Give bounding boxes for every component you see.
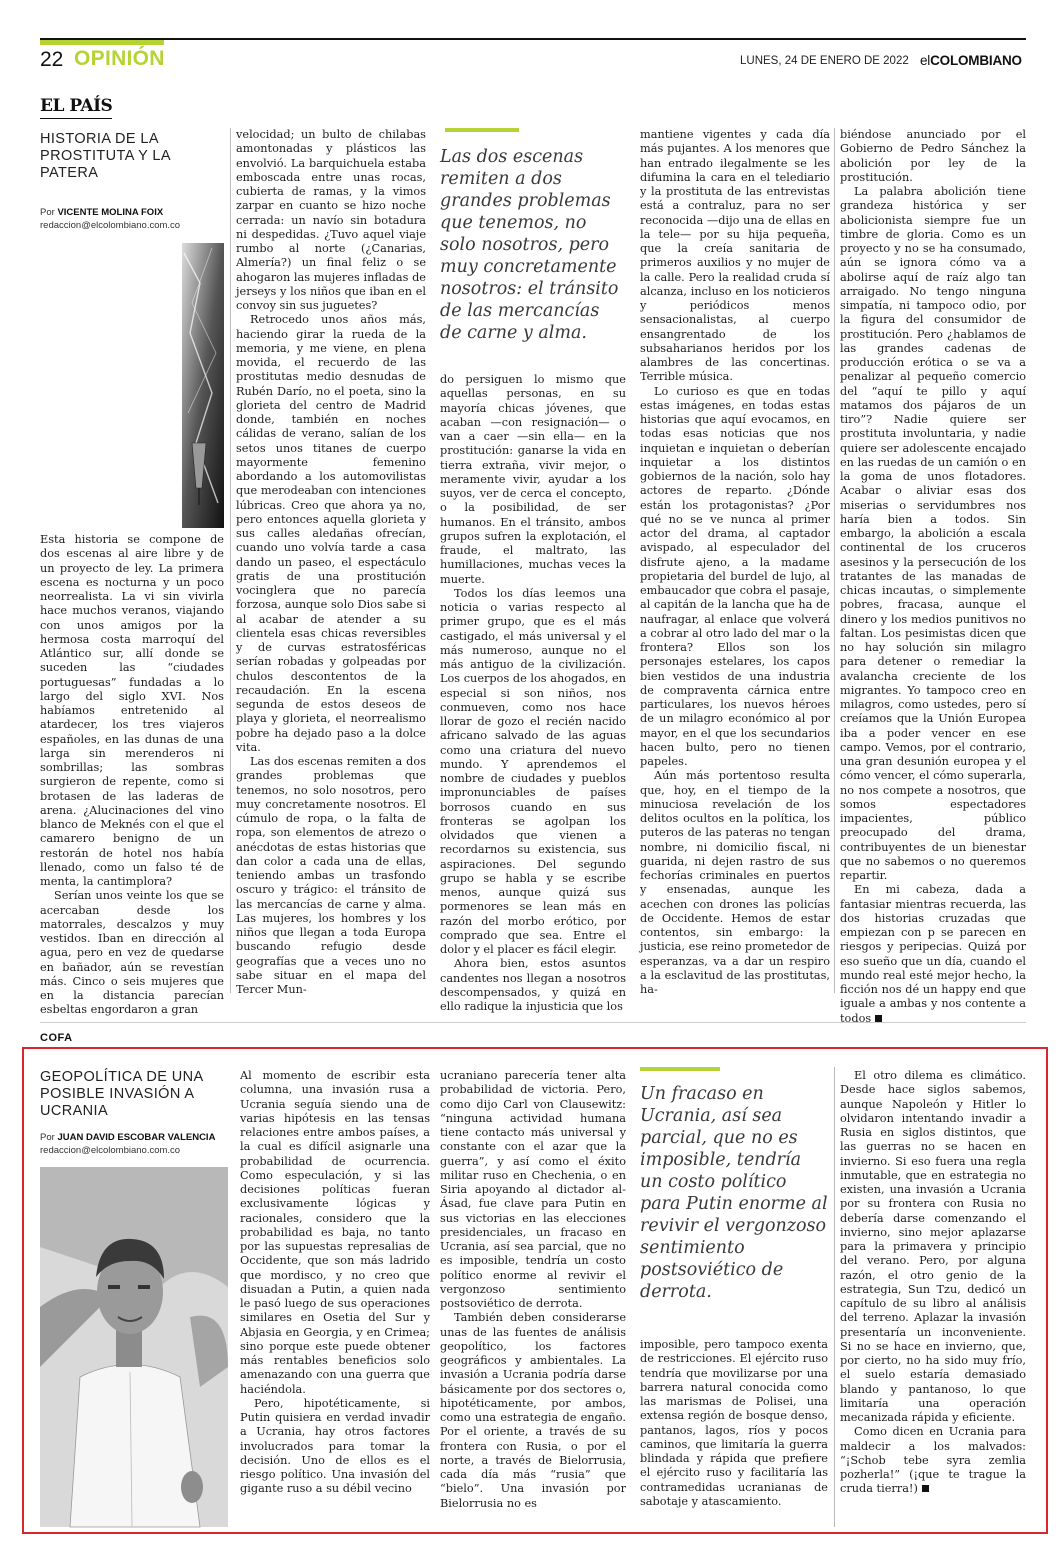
article1-email: redaccion@elcolombiano.com.co — [40, 220, 181, 231]
article1-column-1 — [40, 533, 224, 1017]
end-mark-icon — [875, 1015, 882, 1022]
paragraph — [840, 883, 1026, 1026]
page-number: 22 — [40, 48, 64, 71]
article1-pullquote: Las dos escenas remiten a dos grandes problemas que tenemos, no solo nosotros, pero muy concretamente nosotros: el tránsito de las mercancías de carne y alma. — [440, 147, 619, 343]
paragraph: Al momento de escribir esta columna, una invasión rusa a Ucrania seguía siendo una de varias hipótesis en las tensas relaciones entre ambos países, a la cual es difícil asignarle una probabilidad de ocurrencia. Como especulación, y si las decisiones políticas fueran exclusivamente lógicas y racionales, considero que la probabilidad es baja, no tanto por las supuestas represalias de Occidente, que son más ladrido que mordisco, y no creo que disuadan a Putin, a quien nada le pasó luego de sus operaciones similares en Osetia del Sur y Abjasia en Georgia, y en Crimea; sino porque este puede obtener más rentables beneficios solo amenazando con una guerra que haciéndola. — [240, 1069, 430, 1396]
article2-column-3 — [640, 1338, 828, 1528]
article2-column-2 — [440, 1069, 626, 1529]
paragraph: do persiguen lo mismo que aquellas personas, en su mayoría chicas jóvenes, que acaban —con resignación— o van a caer —sin ella— en la prostitución: ganarse la vida en tierra extraña, vivir mejor, o meramente vivir, ayudar a los suyos, ver de cerca el concepto, o la posibilidad, de ser humanos. En el tránsito, ambos grupos sufren la explotación, el fraude, el maltrato, las humillaciones, muchas veces la muerte. — [440, 373, 626, 586]
paragraph: Todos los días leemos una noticia o varias respecto al primer grupo, que es el más castigado, el más universal y el más numeroso, aunque no el más antiguo de la civilización. Los cuerpos de los ahogados, en especial si son niños, nos conmueven, como nos hace llorar de gozo el recién nacido africano salvado de las aguas como una criatura del nuevo mundo. Y aprendemos el nombre de ciudades y pueblos impronunciables de países borrosos cuando en sus fronteras se agolpan los olvidados que vienen a recordarnos su existencia, sus aspiraciones. Del segundo grupo se habla y se escribe menos, aunque quizá sus pormenores se lean más en razón del morbo erótico, por comprado que sea. Entre el dolor y el placer es fácil elegir. — [440, 586, 626, 956]
article1-author: VICENTE MOLINA FOIX — [57, 207, 164, 218]
pen-nib-icon — [182, 243, 224, 528]
end-mark-icon — [922, 1485, 929, 1492]
article2-author: JUAN DAVID ESCOBAR VALENCIA — [57, 1132, 216, 1143]
paragraph: Ahora bien, estos asuntos candentes nos llegan a nosotros descompensados, y quizá en ello radique la injusticia que los — [440, 957, 626, 1013]
portrait-icon — [40, 1167, 228, 1527]
byline-prefix: Por — [40, 207, 55, 218]
pullquote-accent-bar — [640, 1067, 720, 1071]
paragraph: mantiene vigentes y cada día más pujantes. A los menores que han entrado ilegalmente se les difumina la cara en el telediario y la prostituta de las entrevistas está a contraluz, para no ser reconocida —dijo una de ellas en la tele— por su hija pequeña, que la creía sanitaria de primeros auxilios y no mujer de la calle. Pero la realidad cruda sí alcanza, incluso en los noticieros y periódicos menos sensacionalistas, al cuerpo ensangrentado de los subsaharianos heridos por los alambres de las concertinas. Terrible música. — [640, 128, 830, 384]
section-name: OPINIÓN — [74, 47, 165, 70]
paragraph: imposible, pero tampoco exenta de restricciones. El ejército ruso tendría que movilizarse por una barrera natural conocida como las marismas de Polisei, una extensa región de bosque denso, pantanos, lagos, ríos y pocos caminos, que limitaría la guerra blindada y rápida que prefiere el ejército ruso y facilitaría las contramedidas ucranianas de sabotaje y atascamiento. — [640, 1338, 828, 1508]
source-el-pais: EL PAÍS — [40, 96, 112, 119]
article1-byline — [40, 206, 230, 232]
pullquote-accent-bar — [445, 128, 519, 132]
source-cofa: COFA — [40, 1032, 73, 1044]
section-accent-bar — [40, 40, 164, 45]
article2-column-1 — [240, 1069, 430, 1529]
paragraph: Esta historia se compone de dos escenas al aire libre y de un proyecto de ley. La primera escena es nocturna y un poco neorrealista. La vi sin vivirla hace muchos veranos, viajando con unos amigos por la hermosa costa marroquí del Atlántico sur, allí donde se suceden las “ciudades portuguesas” fundadas a lo largo del siglo XVI. Nos habíamos entretenido al atardecer, los tres viajeros españoles, en las dunas de una larga sin merenderos ni sombrillas; las sombras surgieron de repente, como si brotasen de las laderas de arena. ¿Alucinaciones del vino blanco de Meknés con el que el camarero benigno de un restorán de hotel nos había llenado, como un falso té de menta, la cantimplora? — [40, 533, 224, 888]
byline-prefix: Por — [40, 1132, 55, 1143]
column-rule — [230, 128, 231, 993]
column-rule — [834, 1067, 835, 1527]
article1-headline: HISTORIA DE LA PROSTITUTA Y LA PATERA — [40, 131, 171, 181]
paragraph: La palabra abolición tiene grandeza histórica y ser abolicionista siempre fue un timbre de gloria. Como es un proyecto y no se ha consumado, aún se ignora cómo va a abolirse aquí de raíz algo tan arraigado. No tengo ninguna simpatía, ni tampoco odio, por la figura del consumidor de prostitución. Pero ¿hablamos de las grandes cadenas de producción erótica o se va a penalizar al pequeño comercio del “aquí te pillo y aquí matamos dos pájaros de un tiro”? Nadie quiere ser prostituta involuntaria, y nadie quiere ser adolescente encajado en las ruedas de un camión o en la goma de unos flotadores. Acabar o aliviar esas dos miserias o servidumbres nos haría bien a todos. Sin embargo, la abolición a escala continental de los cruceros asesinos y la persecución de los tratantes de las manadas de chicas incautas, o simplemente pobres, fracasa, aunque el dinero y los medios punitivos no faltan. Los pesimistas dicen que no hay solución sin milagro para detener o remediar la avalancha creciente de los migrantes. Yo tampoco creo en milagros, como ustedes, pero sí creíamos que la Unión Europea iba a poder vencer en ese campo. Vemos, por el contrario, una gran desunión europea y el cómo vencer, el cómo superarla, no nos compete a nosotros, que somos espectadores impacientes, público preocupado del drama, contribuyentes de un bienestar que no sabemos o no queremos repartir. — [840, 185, 1026, 882]
author-portrait-photo — [40, 1167, 228, 1527]
paragraph: También deben considerarse unas de las fuentes de análisis geopolítico, los factores geográficos y ambientales. La invasión a Ucrania podría darse básicamente por dos sectores o, hipotéticamente, por ambos, como una estrategia de engaño. Por el oriente, a través de su frontera con Rusia, o por el norte, a través de Bielorrusia, cada día más “rusia” que “bielo”. Una invasión por Bielorrusia no es — [440, 1311, 626, 1510]
issue-date: LUNES, 24 DE ENERO DE 2022 — [740, 55, 909, 67]
paragraph: Aún más portentoso resulta que, hoy, en el tiempo de la minuciosa revelación de los delitos ocultos en la política, los puteros de las pateras no tengan nombre, ni domicilio fiscal, ni guarida, ni dejen rastro de sus fechorías criminales en puertos y ensenadas, aunque les acechen con drones las policías de Occidente. Hemos de estar contentos, sin embargo: la justicia, ese reino prometedor de esperanzas, va a dar un respiro a la esclavitud de las prostitutas, ha- — [640, 769, 830, 996]
article2-headline: GEOPOLÍTICA DE UNA POSIBLE INVASIÓN A UCRANIA — [40, 1069, 203, 1119]
paragraph: biéndose anunciado por el Gobierno de Pedro Sánchez la abolición por ley de la prostitución. — [840, 128, 1026, 184]
article2-column-4 — [840, 1069, 1026, 1529]
article1-column-2 — [236, 128, 426, 994]
closing-text: Como dicen en Ucrania para maldecir a los malvados: “¡Schob tebe syra zemlia pozherla!” (¡que te trague la cruda tierra!) — [840, 1425, 1026, 1496]
article1-column-4 — [640, 128, 830, 994]
paragraph: Lo curioso es que en todas estas imágenes, en todas estas historias que aquí evocamos, en todas esas noticias que nos inquietan e inquietan o deberían inquietar a los distintos gobiernos de la nación, solo hay actores de reparto. ¿Dónde están los protagonistas? ¿Por qué no se ve nunca al primer actor del drama, al captador avispado, al especulador del disfrute ajeno, a la madame propietaria del burdel de lujo, al embaucador que cobra el pasaje, al capitán de la lancha que ha de naufragar, al enlace que volverá a cobrar al otro lado del mar o la frontera? Ellos son los personajes estelares, los capos bien vestidos de una industria de compraventa cárnica entre particulares, los nuevos héroes de un milagro económico al por mayor, en el que los secundarios hacen bulto, pero no tienen papeles. — [640, 384, 830, 768]
masthead-rule — [40, 38, 1026, 40]
paragraph: velocidad; un bulto de chilabas amontonadas y plásticos las envolvió. La barquichuela estaba emboscada entre unas rocas, cubierta de ramas, y la vimos zarpar en cuanto se hizo noche cerrada: un navío sin botadura ni despedidas. ¿Tuvo aquel viaje rumbo al norte (¿Canarias, Almería?) un final feliz o se ahogaron las mujeres infladas de jerseys y los niños que iban en el convoy sin sus juguetes? — [236, 128, 426, 312]
logo-el: el — [920, 53, 931, 68]
paragraph: Serían unos veinte los que se acercaban desde los matorrales, descalzos y muy vestidos. Iban en dirección al agua, pero en vez de quedarse en bañador, aún se revestían más. Cinco o seis mujeres que en la distancia parecían esbeltas engordaron a gran — [40, 889, 224, 1017]
article1-column-5 — [840, 128, 1026, 1025]
paragraph: Pero, hipotéticamente, si Putin quisiera en verdad invadir a Ucrania, hay otros factores involucrados para tomar la decisión. Uno de ellos es el riesgo político. Una invasión del gigante ruso a su débil vecino — [240, 1396, 430, 1496]
article2-byline — [40, 1131, 240, 1157]
article2-email: redaccion@elcolombiano.com.co — [40, 1145, 181, 1156]
paragraph: Retrocedo unos años más, haciendo girar la rueda de la memoria, y me viene, en plena movida, el recuerdo de las prostitutas medio desnudas de Rubén Darío, no el poeta, sino la glorieta del centro de Madrid donde, también en noches cálidas de verano, salían de los setos unos titanes de cuerpo mayormente femenino abordando a los automovilistas que merodeaban con intenciones lúbricas. Creo que ahora ya no, pero entonces aquella glorieta y sus calles aledañas ofrecían, cuando uno volvía tarde a casa dando un paseo, el espectáculo gratis de una prostitución vocinglera que no parecía forzosa, aunque solo Dios sabe si al acabar de atender a su clientela esas chicas reversibles y de curvas estratosféricas serían robadas y golpeadas por chulos descontentos de la recaudación. En la escena segunda de estos deseos de playa y glorieta, el neorrealismo pobre ha dejado paso a la dolce vita. — [236, 313, 426, 754]
closing-text: En mi cabeza, dada a fantasiar mientras recuerda, las dos historias cruzadas que empiezan con p se parecen en riesgos y peripecias. Quizá por eso sueño que un día, cuando el mundo real esté mejor hecho, la ficción nos dé un happy end que iguale a ambas y nos contente a todos — [840, 883, 1026, 1025]
pen-nib-illustration — [182, 243, 224, 528]
logo-name: COLOMBIANO — [930, 53, 1022, 68]
paragraph: ucraniano parecería tener alta probabilidad de victoria. Pero, como dijo Carl von Clausewitz: “ninguna actividad humana tiene contacto más universal y constante con el azar que la guerra”, y así como el éxito militar ruso en Chechenia, o en Siria apoyando al dictador al-Ásad, fue clave para Putin en sus victorias en las elecciones presidenciales, un fracaso en Ucrania, así sea parcial, que no es imposible, tendría un costo político enorme al revivir el vergonzoso sentimiento postsoviético de derrota. — [440, 1069, 626, 1310]
newspaper-logo — [920, 53, 1022, 68]
section-divider — [40, 1022, 1026, 1023]
article2-pullquote: Un fracaso en Ucrania, así sea parcial, que no es imposible, tendría un costo político para Putin enorme al revivir el vergonzoso sentimiento postsoviético de derrota. — [640, 1084, 828, 1302]
article1-column-3 — [440, 373, 626, 1013]
column-rule — [834, 128, 835, 993]
paragraph: Las dos escenas remiten a dos grandes problemas que tenemos, no solo nosotros, pero muy concretamente nosotros. El cúmulo de ropa, o la falta de ropa, son elementos de atrezo o anécdotas de estas historias que dan color a cada una de ellas, teniendo ambas un trasfondo oscuro y trágico: el tránsito de las mercancías de carne y alma. Las mujeres, los hombres y los niños que llegan a toda Europa buscando refugio desde geografías que a veces uno no sabe situar en el mapa del Tercer Mun- — [236, 755, 426, 996]
paragraph — [840, 1425, 1026, 1496]
paragraph: El otro dilema es climático. Desde hace siglos sabemos, aunque Napoleón y Hitler lo olvidaron intentando invadir a Rusia en siglos distintos, que las guerras no se hacen en invierno. Si eso fuera una regla inmutable, que en estrategia no existen, una invasión a Ucrania por su frontera con Rusia no debería darse comenzando el invierno, sino mejor aplazarse para la primavera y principio del verano. Pero, por alguna razón, el otro genio de la estrategia, Sun Tzu, dedicó un capítulo de su libro al análisis del terreno. Aplazar la invasión presentaría un inconveniente. Si no se hace en invierno, que, por cierto, no ha sido muy frío, el suelo estaría demasiado blando y pantanoso, lo que limitaría una operación mecanizada rápida y eficiente. — [840, 1069, 1026, 1424]
